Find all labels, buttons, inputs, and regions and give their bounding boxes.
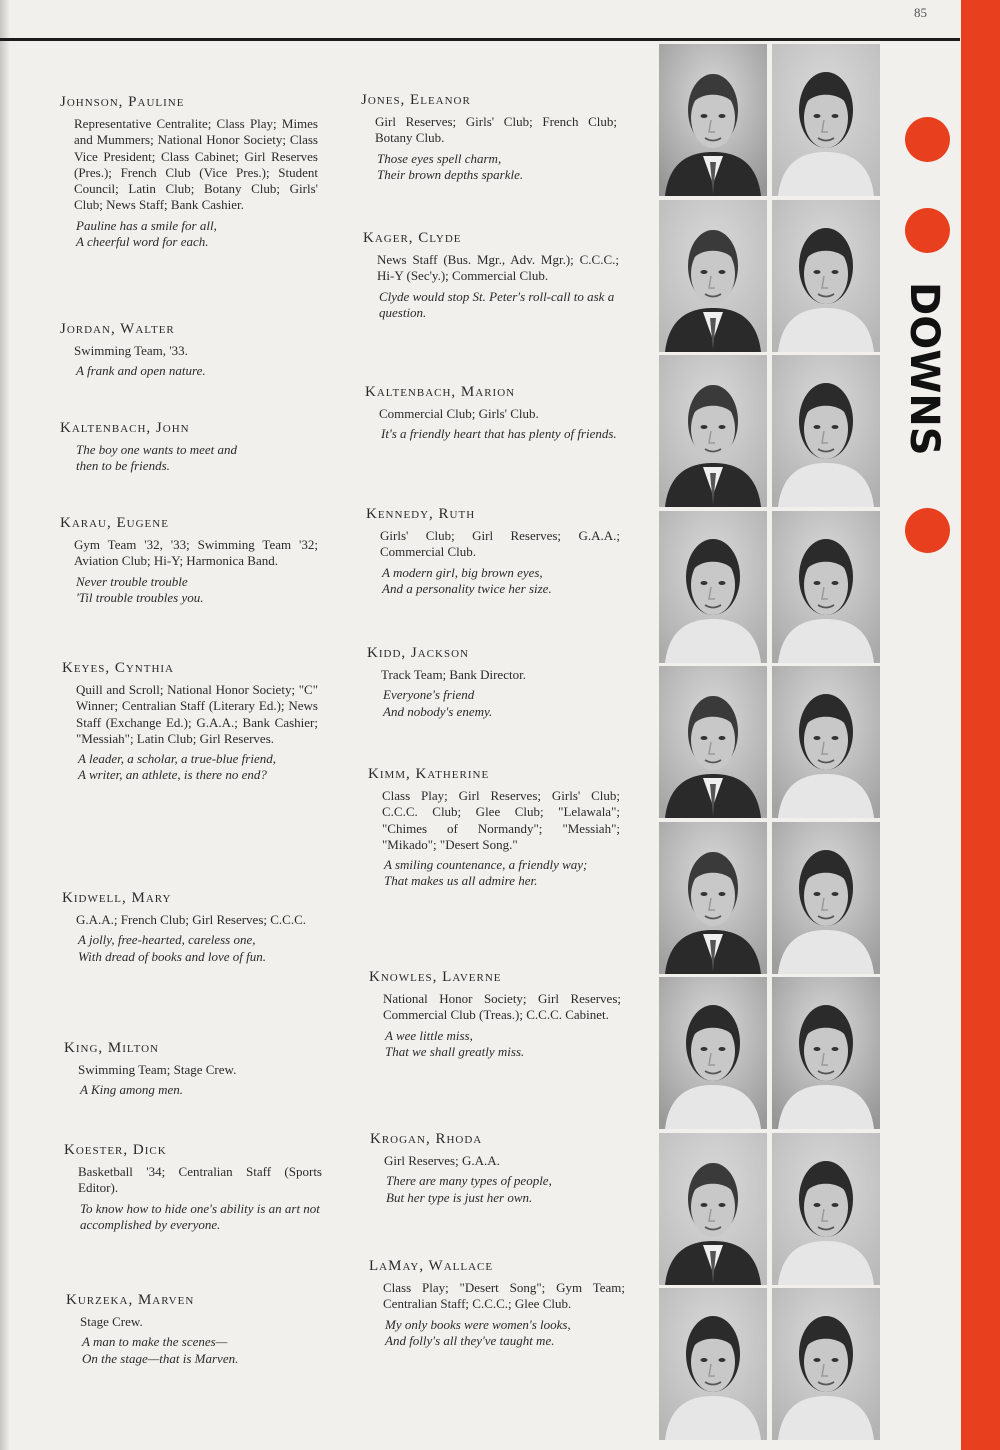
student-entry: [66, 1292, 316, 1367]
student-activities: Track Team; Bank Director.: [381, 667, 526, 682]
student-quote: [379, 289, 619, 322]
student-activities: Basketball '34; Centralian Staff (Sports Editor).: [78, 1164, 322, 1196]
quote-line: Everyone's friend: [383, 687, 475, 703]
student-entry: [62, 890, 320, 965]
student-activities: Girl Reserves; Girls' Club; French Club; Botany Club.: [375, 114, 617, 146]
quote-line: That we shall greatly miss.: [385, 1043, 525, 1059]
quote-line: A jolly, free-hearted, careless one,: [78, 932, 256, 948]
quote-line: That makes us all admire her.: [384, 873, 538, 889]
student-entry: [369, 1258, 625, 1349]
student-quote: [383, 687, 619, 720]
student-name: Krogan, Rhoda: [370, 1131, 483, 1147]
accent-dot: [905, 508, 950, 553]
student-entry: [370, 1131, 622, 1206]
quote-line: With dread of books and love of fun.: [78, 948, 266, 964]
student-name: Jones, Eleanor: [361, 92, 471, 108]
quote-line: then to be friends.: [76, 458, 170, 474]
student-portrait: [772, 1288, 880, 1440]
student-name: Kager, Clyde: [363, 230, 462, 246]
quote-line: And nobody's enemy.: [383, 703, 493, 719]
quote-line: My only books were women's looks,: [385, 1316, 571, 1332]
student-quote: [80, 1201, 322, 1234]
student-activities: News Staff (Bus. Mgr., Adv. Mgr.); C.C.C.; Hi-Y (Sec'y.); Commercial Club.: [377, 252, 619, 284]
student-entry: [60, 515, 318, 606]
header-rule: [0, 38, 960, 41]
student-portrait: [772, 355, 880, 507]
student-portrait: [772, 511, 880, 663]
quote-line: A smiling countenance, a friendly way;: [384, 857, 588, 873]
student-entry: [367, 645, 619, 720]
student-entry: [368, 766, 620, 890]
student-quote: [78, 932, 320, 965]
student-entry: [361, 92, 617, 183]
quote-line: A man to make the scenes—: [82, 1334, 228, 1350]
page-gutter-shadow: [0, 0, 10, 1450]
quote-line: Pauline has a smile for all,: [76, 217, 217, 233]
student-activities: Girl Reserves; G.A.A.: [384, 1153, 500, 1168]
student-quote: [76, 218, 318, 251]
student-entry: [64, 1040, 320, 1099]
section-label: [895, 282, 955, 472]
student-activities: Stage Crew.: [80, 1314, 143, 1329]
student-name: King, Milton: [64, 1040, 160, 1056]
student-name: Knowles, Laverne: [369, 969, 502, 985]
student-activities: Class Play; "Desert Song"; Gym Team; Centralian Staff; C.C.C.; Glee Club.: [383, 1280, 625, 1312]
student-name: Kidwell, Mary: [62, 890, 172, 906]
student-entry: [365, 384, 621, 443]
student-activities: Gym Team '32, '33; Swimming Team '32; Aviation Club; Hi-Y; Harmonica Band.: [74, 537, 318, 569]
student-entry: [363, 230, 619, 321]
quote-line: It's a friendly heart that has plenty of friends.: [381, 426, 617, 442]
student-name: Kennedy, Ruth: [366, 506, 476, 522]
student-quote: [381, 426, 621, 442]
student-portrait: [659, 822, 767, 974]
student-quote: [386, 1173, 622, 1206]
portrait-grid: [659, 44, 884, 1450]
student-portrait: [659, 44, 767, 196]
quote-line: And a personality twice her size.: [382, 580, 552, 596]
student-activities: Class Play; Girl Reserves; Girls' Club; C.C.C. Club; Glee Club; "Lelawala"; "Chimes of Normandy"; "Messiah"; "Mikado"; "Desert Song.": [382, 788, 620, 852]
student-portrait: [659, 1288, 767, 1440]
student-activities: Commercial Club; Girls' Club.: [379, 406, 539, 421]
student-quote: [82, 1334, 316, 1367]
student-quote: [384, 857, 620, 890]
quote-line: A wee little miss,: [385, 1027, 473, 1043]
student-activities: Quill and Scroll; National Honor Society; "C" Winner; Centralian Staff (Literary Ed.); News Staff (Exchange Ed.); G.A.A.; Bank Cashier; "Messiah"; Latin Club; Girl Reserves.: [76, 682, 318, 746]
quote-line: Clyde would stop St. Peter's roll-call to ask a question.: [379, 288, 615, 320]
quote-line: Those eyes spell charm,: [377, 150, 502, 166]
quote-line: But her type is just her own.: [386, 1189, 533, 1205]
student-portrait: [659, 977, 767, 1129]
student-portrait: [659, 1133, 767, 1285]
student-name: Johnson, Pauline: [60, 94, 185, 110]
student-quote: [76, 574, 318, 607]
student-portrait: [659, 511, 767, 663]
student-entry: [60, 94, 318, 250]
quote-line: 'Til trouble troubles you.: [76, 589, 204, 605]
accent-band: [961, 0, 1000, 1450]
quote-line: To know how to hide one's ability is an art not accomplished by everyone.: [80, 1200, 320, 1232]
student-quote: [385, 1317, 625, 1350]
quote-line: On the stage—that is Marven.: [82, 1350, 239, 1366]
student-activities: National Honor Society; Girl Reserves; Commercial Club (Treas.); C.C.C. Cabinet.: [383, 991, 621, 1023]
student-entry: [60, 321, 250, 380]
quote-line: A writer, an athlete, is there no end?: [78, 767, 267, 783]
quote-line: A leader, a scholar, a true-blue friend,: [78, 751, 276, 767]
section-label-text: DOWNS: [901, 282, 947, 456]
quote-line: Never trouble trouble: [76, 573, 188, 589]
student-name: Kidd, Jackson: [367, 645, 469, 661]
accent-dot: [905, 117, 950, 162]
quote-line: A modern girl, big brown eyes,: [382, 564, 543, 580]
student-portrait: [772, 200, 880, 352]
student-portrait: [772, 1133, 880, 1285]
student-quote: [382, 565, 620, 598]
quote-line: A King among men.: [80, 1082, 184, 1098]
student-quote: [377, 151, 617, 184]
student-entry: [60, 420, 318, 475]
student-portrait: [772, 977, 880, 1129]
quote-line: And folly's all they've taught me.: [385, 1332, 555, 1348]
student-portrait: [772, 822, 880, 974]
quote-line: A cheerful word for each.: [76, 234, 209, 250]
student-quote: [76, 363, 250, 379]
student-portrait: [659, 200, 767, 352]
student-entry: [366, 506, 620, 597]
student-activities: Representative Centralite; Class Play; Mimes and Mummers; National Honor Society; Class Vice President; Class Cabinet; Girl Reserves (Pres.); French Club (Vice Pres.); Student Council; Latin Club; Botany Club; Girls' Club; News Staff; Bank Cashier.: [74, 116, 318, 213]
student-portrait: [772, 666, 880, 818]
quote-line: A frank and open nature.: [76, 363, 206, 379]
student-name: Kaltenbach, Marion: [365, 384, 516, 400]
student-entry: [64, 1142, 322, 1233]
student-activities: Girls' Club; Girl Reserves; G.A.A.; Commercial Club.: [380, 528, 620, 560]
student-activities: G.A.A.; French Club; Girl Reserves; C.C.C.: [76, 912, 307, 927]
student-name: Koester, Dick: [64, 1142, 167, 1158]
student-portrait: [659, 355, 767, 507]
student-quote: [76, 442, 318, 475]
student-name: Jordan, Walter: [60, 321, 175, 337]
quote-line: Their brown depths sparkle.: [377, 166, 524, 182]
student-name: Keyes, Cynthia: [62, 660, 174, 676]
student-portrait: [772, 44, 880, 196]
student-activities: Swimming Team; Stage Crew.: [78, 1062, 237, 1077]
page-number: 85: [914, 5, 927, 20]
student-portrait: [659, 666, 767, 818]
student-name: Kurzeka, Marven: [66, 1292, 195, 1308]
student-quote: [78, 751, 318, 784]
student-entry: [62, 660, 318, 784]
student-name: LaMay, Wallace: [369, 1258, 494, 1274]
student-name: Kimm, Katherine: [368, 766, 490, 782]
student-name: Kaltenbach, John: [60, 420, 190, 436]
student-activities: Swimming Team, '33.: [74, 343, 188, 358]
student-entry: [369, 969, 621, 1060]
student-name: Karau, Eugene: [60, 515, 169, 531]
accent-dot: [905, 208, 950, 253]
quote-line: The boy one wants to meet and: [76, 442, 238, 457]
quote-line: There are many types of people,: [386, 1173, 552, 1189]
student-quote: [385, 1028, 621, 1061]
student-quote: [80, 1082, 320, 1098]
